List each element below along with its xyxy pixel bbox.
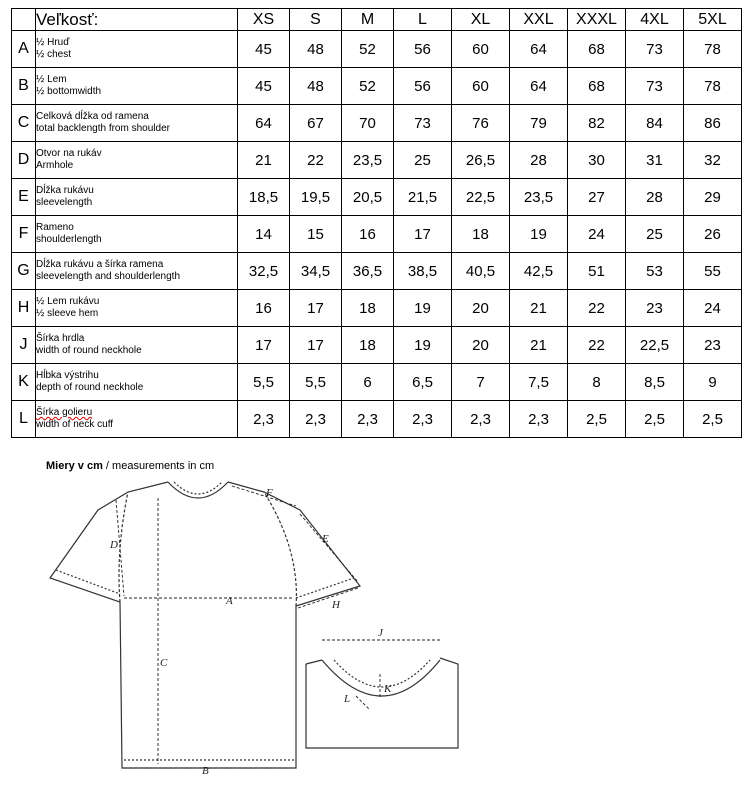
measurement-cell: 70 — [342, 105, 394, 142]
diagram-label-l: L — [344, 693, 351, 705]
row-label-sk: Otvor na rukáv — [36, 148, 102, 159]
measurement-cell: 26 — [684, 216, 742, 253]
table-row — [12, 290, 742, 327]
row-letter: A — [12, 31, 36, 68]
measurement-cell: 56 — [394, 31, 452, 68]
diagram-label-e: E — [322, 533, 329, 545]
measurement-cell: 5,5 — [290, 364, 342, 401]
measurement-cell: 8,5 — [626, 364, 684, 401]
table-row — [12, 401, 742, 438]
measurement-cell: 22 — [290, 142, 342, 179]
measurement-cell: 67 — [290, 105, 342, 142]
measurement-cell: 40,5 — [452, 253, 510, 290]
measurement-cell: 68 — [568, 31, 626, 68]
row-label-en: total backlength from shoulder — [36, 123, 170, 134]
caption-bold: Miery v cm — [46, 460, 103, 472]
size-header-s: S — [290, 9, 342, 31]
measurement-cell: 24 — [568, 216, 626, 253]
row-label-en: ½ sleeve hem — [36, 308, 99, 319]
measurement-cell: 73 — [394, 105, 452, 142]
measurement-cell: 51 — [568, 253, 626, 290]
measurement-cell: 55 — [684, 253, 742, 290]
measurement-cell: 22,5 — [626, 327, 684, 364]
measurement-cell: 21 — [238, 142, 290, 179]
row-label-sk: ½ Lem rukávu — [36, 296, 100, 307]
measurement-cell: 19 — [510, 216, 568, 253]
measurement-cell: 23,5 — [342, 142, 394, 179]
measurement-cell: 20 — [452, 290, 510, 327]
size-header-5xl: 5XL — [684, 9, 742, 31]
measurement-cell: 17 — [394, 216, 452, 253]
measurement-cell: 22 — [568, 290, 626, 327]
measure-line-l — [356, 696, 370, 710]
measurement-cell: 53 — [626, 253, 684, 290]
measurement-cell: 22 — [568, 327, 626, 364]
measurement-cell: 28 — [626, 179, 684, 216]
table-row — [12, 216, 742, 253]
measurement-cell: 27 — [568, 179, 626, 216]
size-header-m: M — [342, 9, 394, 31]
measurement-cell: 32 — [684, 142, 742, 179]
size-header-xs: XS — [238, 9, 290, 31]
measurement-cell: 76 — [452, 105, 510, 142]
measurement-cell: 9 — [684, 364, 742, 401]
measurement-cell: 64 — [238, 105, 290, 142]
measurement-cell: 68 — [568, 68, 626, 105]
measurement-cell: 28 — [510, 142, 568, 179]
measurement-cell: 20,5 — [342, 179, 394, 216]
measurement-cell: 21,5 — [394, 179, 452, 216]
measure-line-f — [232, 486, 296, 506]
measurement-cell: 23 — [626, 290, 684, 327]
measurement-cell: 78 — [684, 68, 742, 105]
measurement-cell: 52 — [342, 31, 394, 68]
table-row — [12, 68, 742, 105]
row-label-sk: Šírka golieru — [36, 407, 93, 418]
diagram-label-k: K — [384, 683, 392, 695]
measurement-cell: 52 — [342, 68, 394, 105]
measurement-cell: 78 — [684, 31, 742, 68]
size-header-xl: XL — [452, 9, 510, 31]
measurement-cell: 31 — [626, 142, 684, 179]
measurement-cell: 17 — [290, 290, 342, 327]
row-label — [36, 364, 238, 401]
measurement-cell: 48 — [290, 31, 342, 68]
measurement-cell: 64 — [510, 68, 568, 105]
measurement-cell: 42,5 — [510, 253, 568, 290]
measurement-cell: 26,5 — [452, 142, 510, 179]
header-empty-cell — [12, 9, 36, 31]
measurement-cell: 2,3 — [452, 401, 510, 438]
row-letter: E — [12, 179, 36, 216]
row-label-sk: Dĺžka rukávu a šírka ramena — [36, 259, 164, 270]
diagram-label-b: B — [202, 765, 209, 777]
row-letter: D — [12, 142, 36, 179]
size-header-xxl: XXL — [510, 9, 568, 31]
row-label-sk: ½ Hruď — [36, 37, 70, 48]
row-label — [36, 253, 238, 290]
row-label-sk: ½ Lem — [36, 74, 67, 85]
measurement-cell: 38,5 — [394, 253, 452, 290]
size-header-row — [12, 9, 742, 31]
measurement-cell: 16 — [238, 290, 290, 327]
row-letter: H — [12, 290, 36, 327]
row-label-en: width of neck cuff — [36, 419, 114, 430]
measurement-cell: 14 — [238, 216, 290, 253]
row-label — [36, 142, 238, 179]
measurement-cell: 84 — [626, 105, 684, 142]
measurement-cell: 19 — [394, 290, 452, 327]
measurement-cell: 8 — [568, 364, 626, 401]
diagram-label-f: F — [266, 487, 273, 499]
measurement-cell: 15 — [290, 216, 342, 253]
diagram-label-d: D — [110, 539, 118, 551]
size-header-4xl: 4XL — [626, 9, 684, 31]
measurement-cell: 2,3 — [394, 401, 452, 438]
measurement-cell: 45 — [238, 68, 290, 105]
row-label-en: width of round neckhole — [36, 345, 142, 356]
measurement-cell: 34,5 — [290, 253, 342, 290]
size-header-xxxl: XXXL — [568, 9, 626, 31]
measurement-cell: 17 — [290, 327, 342, 364]
diagram-label-j: J — [378, 627, 383, 639]
measurement-cell: 7 — [452, 364, 510, 401]
measurement-cell: 2,3 — [290, 401, 342, 438]
table-row — [12, 253, 742, 290]
row-label-en: sleevelength and shoulderlength — [36, 271, 180, 282]
measurement-cell: 5,5 — [238, 364, 290, 401]
measurement-cell: 16 — [342, 216, 394, 253]
measurement-cell: 18 — [342, 327, 394, 364]
measurement-cell: 25 — [626, 216, 684, 253]
measure-line-e — [300, 514, 358, 582]
measurement-cell: 79 — [510, 105, 568, 142]
measurement-cell: 30 — [568, 142, 626, 179]
row-label-sk: Rameno — [36, 222, 74, 233]
tshirt-collar — [168, 482, 228, 498]
measurement-cell: 48 — [290, 68, 342, 105]
row-letter: C — [12, 105, 36, 142]
measurement-cell: 20 — [452, 327, 510, 364]
table-row — [12, 105, 742, 142]
row-label-sk: Šírka hrdla — [36, 333, 85, 344]
measurement-cell: 17 — [238, 327, 290, 364]
row-label-en: shoulderlength — [36, 234, 102, 245]
row-letter: L — [12, 401, 36, 438]
row-label-en: sleevelength — [36, 197, 93, 208]
tshirt-measurement-diagram — [0, 470, 750, 800]
caption-rest: / measurements in cm — [102, 460, 215, 472]
measurement-cell: 64 — [510, 31, 568, 68]
measurement-cell: 19 — [394, 327, 452, 364]
measurement-cell: 6,5 — [394, 364, 452, 401]
measurement-cell: 86 — [684, 105, 742, 142]
measurement-cell: 21 — [510, 327, 568, 364]
table-row — [12, 179, 742, 216]
measurement-cell: 6 — [342, 364, 394, 401]
row-label-sk: Hĺbka výstrihu — [36, 370, 99, 381]
row-label — [36, 105, 238, 142]
measurement-cell: 45 — [238, 31, 290, 68]
tshirt-collar-inner — [174, 482, 222, 494]
neck-inset-collar — [322, 660, 440, 696]
tshirt-outline — [50, 482, 360, 768]
measurement-cell: 21 — [510, 290, 568, 327]
row-letter: K — [12, 364, 36, 401]
size-header-l: L — [394, 9, 452, 31]
row-label-en: Armhole — [36, 160, 74, 171]
measurement-cell: 82 — [568, 105, 626, 142]
measurement-cell: 32,5 — [238, 253, 290, 290]
row-label-en: ½ chest — [36, 49, 72, 60]
diagram-label-a: A — [226, 595, 233, 607]
measure-line-h — [298, 588, 358, 608]
measurement-cell: 19,5 — [290, 179, 342, 216]
table-row — [12, 31, 742, 68]
measurement-cell: 2,5 — [626, 401, 684, 438]
measurement-cell: 56 — [394, 68, 452, 105]
measurement-cell: 24 — [684, 290, 742, 327]
row-label-sk: Celková dĺžka od ramena — [36, 111, 149, 122]
measurement-cell: 18 — [342, 290, 394, 327]
measurement-cell: 2,5 — [568, 401, 626, 438]
diagram-label-h: H — [332, 599, 340, 611]
measurement-cell: 18 — [452, 216, 510, 253]
row-label — [36, 31, 238, 68]
measurement-cell: 60 — [452, 68, 510, 105]
measurement-cell: 73 — [626, 68, 684, 105]
table-row — [12, 142, 742, 179]
measurement-cell: 2,5 — [684, 401, 742, 438]
measurement-cell: 23,5 — [510, 179, 568, 216]
measurement-cell: 73 — [626, 31, 684, 68]
diagram-label-c: C — [160, 657, 168, 669]
row-label — [36, 68, 238, 105]
row-letter: B — [12, 68, 36, 105]
measurement-cell: 29 — [684, 179, 742, 216]
row-label — [36, 401, 238, 438]
table-row — [12, 364, 742, 401]
measurement-cell: 2,3 — [238, 401, 290, 438]
measurement-cell: 18,5 — [238, 179, 290, 216]
header-size-label: Veľkosť: — [36, 9, 238, 31]
row-label — [36, 290, 238, 327]
measurement-cell: 60 — [452, 31, 510, 68]
measurement-cell: 2,3 — [342, 401, 394, 438]
measurement-cell: 25 — [394, 142, 452, 179]
table-row — [12, 327, 742, 364]
neck-inset-outline — [306, 658, 458, 748]
row-label — [36, 179, 238, 216]
row-label — [36, 216, 238, 253]
measurement-cell: 22,5 — [452, 179, 510, 216]
size-chart-table — [11, 8, 742, 438]
measurement-cell: 7,5 — [510, 364, 568, 401]
row-letter: G — [12, 253, 36, 290]
row-label — [36, 327, 238, 364]
row-letter: J — [12, 327, 36, 364]
measurement-cell: 23 — [684, 327, 742, 364]
row-label-en: depth of round neckhole — [36, 382, 144, 393]
measurement-cell: 36,5 — [342, 253, 394, 290]
row-label-en: ½ bottomwidth — [36, 86, 102, 97]
row-label-sk: Dĺžka rukávu — [36, 185, 94, 196]
row-letter: F — [12, 216, 36, 253]
measurement-cell: 2,3 — [510, 401, 568, 438]
